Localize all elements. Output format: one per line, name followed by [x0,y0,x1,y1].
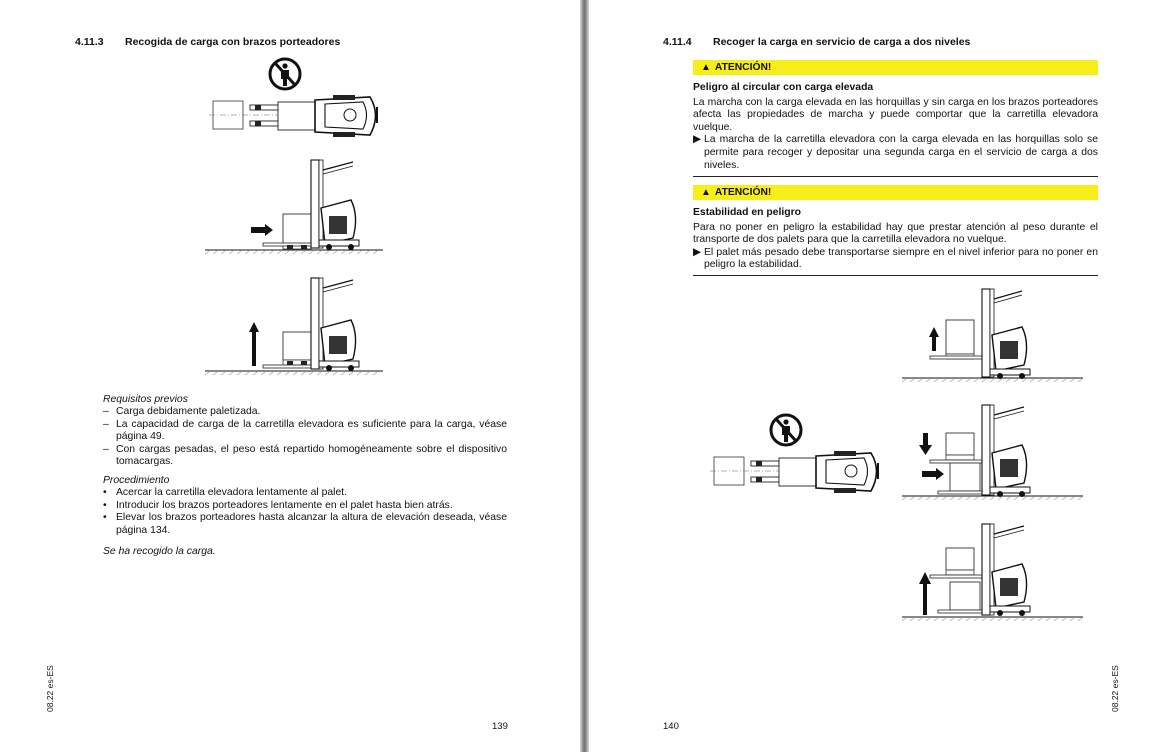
warning-triangle-icon: ▲ [701,62,711,73]
left-text-block [103,394,507,557]
procedure-step: • Elevar los brazos porteadores hasta alcanzar la altura de elevación deseada, véase página 134. [103,512,507,536]
warning-bullet: ▶ La marcha de la carretilla elevadora con la carga elevada en las horquillas solo se permite para recoger y depositar una segunda carga en el servicio de carga a dos niveles. [693,134,1098,171]
warning-label: ATENCIÓN! [714,187,772,198]
side-view-approach-figure [203,156,385,260]
section-title: Recogida de carga con brazos porteadores [125,36,341,48]
section-number: 4.11.3 [75,36,104,48]
section-heading [663,36,970,48]
second-load-figure [900,403,1085,507]
divider [693,176,1098,177]
warning-bar [693,185,1098,200]
section-heading [75,36,340,48]
warning-triangle-icon: ▲ [701,187,711,198]
prereq-item: – La capacidad de carga de la carretilla elevadora es suficiente para la carga, véase página 49. [103,418,507,443]
no-person-icon [771,415,801,445]
section-number: 4.11.4 [663,36,692,48]
two-level-lift-figure [900,285,1085,387]
procedure-step: • Introducir los brazos porteadores lentamente en el palet hasta bien atrás. [103,499,453,511]
warning-heading: Estabilidad en peligro [693,207,801,218]
no-person-icon [270,59,300,89]
prereq-item: – Con cargas pesadas, el peso está repartido homogéneamente sobre el dispositivo tomacargas. [103,443,507,468]
warning-bullet: ▶ El palet más pesado debe transportarse siempre en el nivel inferior para no poner en peligro la estabilidad. [693,246,1098,271]
divider [693,275,1098,276]
book-spine [580,0,589,752]
side-view-lift-figure [203,274,385,382]
top-view-figure [205,57,390,142]
right-page [589,0,1169,752]
warning-content [693,207,1098,272]
side-code: 08.22 es-ES [45,665,55,712]
prereq-title: Requisitos previos [103,394,188,405]
warning-heading: Peligro al circular con carga elevada [693,82,874,93]
left-page [0,0,580,752]
result-text: Se ha recogido la carga. [103,546,216,558]
top-view-figure [706,413,891,498]
warning-content [693,82,1098,172]
warning-body: La marcha con la carga elevada en las horquillas y sin carga en los brazos porteadores afecta las propiedades de marcha y puede comportar que la carretilla elevadora vuelque. [693,96,1098,133]
procedure-title: Procedimiento [103,474,170,486]
section-title: Recoger la carga en servicio de carga a dos niveles [713,36,971,48]
page-number: 139 [492,721,508,732]
side-code: 08.22 es-ES [1110,665,1120,712]
prereq-item: – Carga debidamente paletizada. [103,406,261,417]
warning-body: Para no poner en peligro la estabilidad hay que prestar atención al peso durante el transporte de dos palets para que la carretilla elevadora no vuelque. [693,221,1098,246]
warning-bar [693,60,1098,75]
procedure-step: • Acercar la carretilla elevadora lentamente al palet. [103,486,348,498]
page-number: 140 [663,721,679,732]
lift-both-loads-figure [900,520,1085,628]
warning-label: ATENCIÓN! [714,62,772,73]
